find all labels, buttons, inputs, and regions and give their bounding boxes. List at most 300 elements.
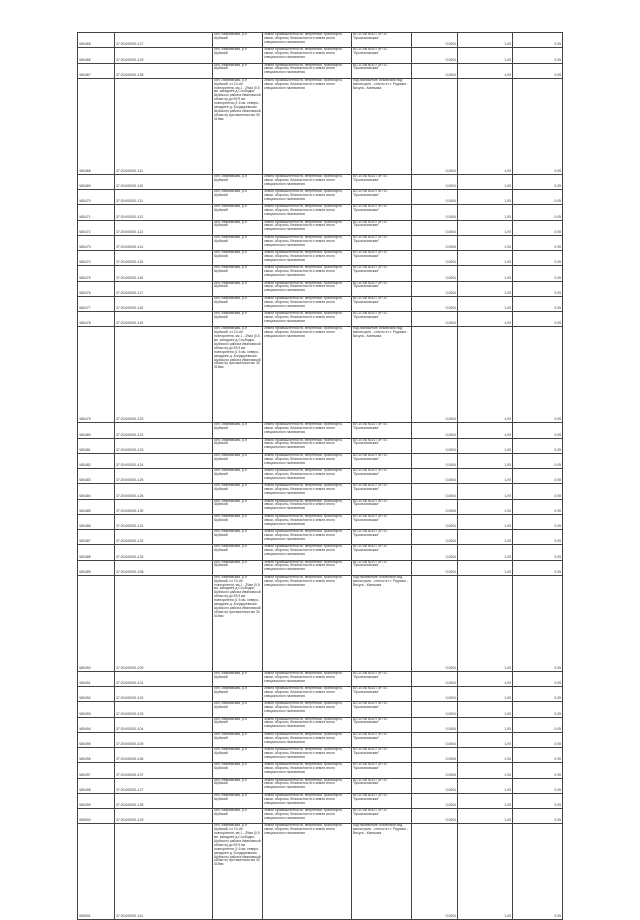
cell-id-text: Ч80493 [79, 711, 91, 716]
cell-id-text: Ч80476 [79, 290, 91, 295]
cell-cad-text: 37:20:000001:129 [116, 818, 144, 823]
cell-cat [263, 190, 352, 205]
cell-loc [213, 235, 263, 250]
cell-cat [263, 205, 352, 220]
cell-cat [263, 251, 352, 266]
cell-cat [263, 545, 352, 560]
cell-loc [213, 438, 263, 453]
cell-v1-text: 0,0004 [445, 275, 456, 280]
cell-v1 [412, 423, 458, 438]
cell-loc-text: обл. Ивановская, р-н Шуйский [214, 219, 247, 228]
cell-cad [115, 687, 213, 702]
cell-cat-text: Земли промышленности, энергетики, транспорта, связи, обороны, безопасности и земли иного специального назначения [264, 529, 343, 541]
cell-v2 [458, 205, 513, 220]
cell-v1-text: 0,0004 [445, 463, 456, 468]
cell-cad-text: 37:20:000001:110 [116, 184, 144, 189]
table-row [78, 778, 563, 793]
cell-note [352, 748, 412, 763]
cell-v1 [412, 281, 458, 296]
cell-v2 [458, 33, 513, 48]
cell-note [352, 174, 412, 189]
cell-cad [115, 327, 213, 423]
cell-v3 [513, 423, 563, 438]
cell-id-text: Ч80492 [79, 696, 91, 701]
cell-note-text: под назначение объектами под магистраль - стекло в г.г. Родники - Вичуга - Кинешма [353, 77, 408, 90]
cell-loc [213, 809, 263, 824]
cell-loc [213, 748, 263, 763]
cell-v2 [458, 296, 513, 311]
cell-note [352, 205, 412, 220]
cell-v1-text: 0,0004 [445, 569, 456, 574]
cell-v1-text: 0,0004 [445, 914, 456, 919]
document-sheet [77, 32, 562, 919]
cell-loc [213, 190, 263, 205]
cell-id [78, 63, 115, 78]
cell-v1 [412, 48, 458, 63]
cell-cad [115, 48, 213, 63]
cell-id [78, 778, 115, 793]
cell-cad-text: 37:20:000001:128 [116, 803, 144, 808]
cell-v2 [458, 251, 513, 266]
cell-id [78, 809, 115, 824]
cell-cat-text: Земли промышленности, энергетики, транспорта, связи, обороны, безопасности и земли иного специального назначения [264, 792, 343, 805]
cell-v1 [412, 33, 458, 48]
cell-cat-text: Земли промышленности, энергетики, транспорта, связи, обороны, безопасности и земли иного специального назначения [264, 437, 343, 450]
cell-cat-text: Земли промышленности, энергетики, транспорта, связи, обороны, безопасности и земли иного специального назначения [264, 173, 343, 186]
cell-v3 [513, 48, 563, 63]
cell-note [352, 687, 412, 702]
cell-v1-text: 0,0004 [445, 478, 456, 483]
cell-v3 [513, 296, 563, 311]
cell-v2 [458, 190, 513, 205]
cell-loc [213, 732, 263, 747]
cell-id-text: Ч80465 [79, 42, 91, 47]
cell-v2 [458, 266, 513, 281]
cell-note-text: ВЛ-10 кВ №107 от ПС "Брызгаловская" [353, 62, 388, 71]
cell-v3-text: 0,05 [554, 524, 561, 529]
cell-id-text: Ч80497 [79, 772, 91, 777]
cell-cat-text: Земли промышленности, энергетики, транспорта, связи, обороны, безопасности и земли иного специального назначения [264, 280, 343, 293]
cell-cat-text: Земли промышленности, энергетики, транспорта, связи, обороны, безопасности и земли иного специального назначения [264, 77, 343, 90]
cell-v3 [513, 575, 563, 671]
cell-v3-text: 0,05 [554, 447, 561, 452]
cell-v1 [412, 560, 458, 575]
cell-cad-text: 37:20:000001:128 [116, 72, 144, 77]
cell-cat-text: Земли промышленности, энергетики, транспорта, связи, обороны, безопасности и земли иного специального назначения [264, 250, 343, 262]
cell-note [352, 717, 412, 732]
cell-v1-text: 0,0004 [445, 726, 456, 731]
cell-loc [213, 717, 263, 732]
cell-v2-text: 1,00 [504, 275, 511, 280]
cell-id-text: Ч80475 [79, 275, 91, 280]
cell-note-text: ВЛ-10 кВ №107 от ПС "Брызгаловская" [353, 731, 388, 740]
cell-loc-text: обл. Ивановская, р-н Шуйский [214, 808, 247, 816]
cell-v3 [513, 453, 563, 468]
cell-v3-text: 0,05 [554, 742, 561, 747]
cell-note-text: ВЛ-10 кВ №107 от ПС "Брызгаловская" [353, 808, 388, 816]
cell-v1 [412, 499, 458, 514]
cell-id [78, 327, 115, 423]
cell-cad [115, 281, 213, 296]
cell-v3 [513, 235, 563, 250]
cell-v3-text: 0,05 [554, 417, 561, 422]
cell-v2 [458, 702, 513, 717]
cell-v3-text: 0,05 [554, 463, 561, 468]
table-row [78, 423, 563, 438]
cell-v1 [412, 778, 458, 793]
cell-v3 [513, 560, 563, 575]
cell-v1 [412, 809, 458, 824]
cell-v2 [458, 824, 513, 920]
cell-note [352, 575, 412, 671]
cell-v3-text: 0,05 [554, 681, 561, 686]
cell-cad [115, 545, 213, 560]
cell-id [78, 687, 115, 702]
table-row [78, 33, 563, 48]
cell-cad-text: 37:20:000001:112 [116, 214, 144, 219]
cell-id-text: Ч80468 [79, 168, 91, 173]
cell-note-text: ВЛ-10 кВ №107 от ПС "Брызгаловская" [353, 280, 388, 289]
cell-v1 [412, 793, 458, 808]
cell-note-text: ВЛ-10 кВ №107 от ПС "Брызгаловская" [353, 544, 388, 553]
cell-note [352, 266, 412, 281]
cell-loc [213, 423, 263, 438]
cell-cat-text: Земли промышленности, энергетики, транспорта, связи, обороны, безопасности и земли иного специального назначения [264, 265, 343, 278]
cell-note [352, 312, 412, 327]
cell-v1-text: 0,0004 [445, 493, 456, 498]
cell-id-text: Ч80474 [79, 260, 91, 265]
cell-v2-text: 1,00 [504, 290, 511, 295]
cell-loc-text: обл. Ивановская, р-н Шуйский [214, 747, 247, 755]
cell-cat-text: Земли промышленности, энергетики, транспорта, связи, обороны, безопасности и земли иного специального назначения [264, 574, 343, 587]
cell-id-text: Ч80491 [79, 681, 91, 686]
cell-loc [213, 469, 263, 484]
cell-loc [213, 220, 263, 235]
cell-v1 [412, 732, 458, 747]
cell-cat [263, 717, 352, 732]
cell-v1-text: 0,0004 [445, 681, 456, 686]
cell-id-text: Ч80499 [79, 803, 91, 808]
cell-cat [263, 469, 352, 484]
cell-v2 [458, 438, 513, 453]
cell-v2 [458, 220, 513, 235]
cell-note-text: ВЛ-10 кВ №107 от ПС "Брызгаловская" [353, 483, 388, 492]
cell-v1-text: 0,0004 [445, 184, 456, 189]
cell-v1 [412, 530, 458, 545]
cell-note [352, 251, 412, 266]
cell-note-text: ВЛ-10 кВ №107 от ПС "Брызгаловская" [353, 437, 388, 446]
cell-v3-text: 0,05 [554, 757, 561, 762]
cell-v1 [412, 266, 458, 281]
cell-v2 [458, 732, 513, 747]
cell-note [352, 702, 412, 717]
cell-cad-text: 37:20:000001:129 [116, 57, 144, 62]
cell-v3 [513, 327, 563, 423]
cell-id [78, 453, 115, 468]
cell-v1 [412, 702, 458, 717]
cell-cad-text: 37:20:000001:133 [116, 554, 144, 559]
cell-note [352, 732, 412, 747]
cell-v1 [412, 327, 458, 423]
table-row [78, 702, 563, 717]
cell-v2 [458, 327, 513, 423]
cell-id-text: Ч80487 [79, 539, 91, 544]
cell-v3-text: 0,05 [554, 184, 561, 189]
cell-note-text: ВЛ-10 кВ №107 от ПС "Брызгаловская" [353, 219, 388, 228]
cell-v3-text: 0,05 [554, 168, 561, 173]
cell-v3 [513, 251, 563, 266]
cell-cad [115, 809, 213, 824]
cell-note [352, 545, 412, 560]
cell-v1 [412, 312, 458, 327]
cell-cat-text: Земли промышленности, энергетики, транспорта, связи, обороны, безопасности и земли иного специального назначения [264, 747, 343, 759]
cell-v1 [412, 251, 458, 266]
table-row [78, 190, 563, 205]
table-row [78, 560, 563, 575]
cell-v1-text: 0,0004 [445, 554, 456, 559]
cell-v1-text: 0,0004 [445, 757, 456, 762]
cell-v3 [513, 732, 563, 747]
cell-cad [115, 312, 213, 327]
cell-v3-text: 0,05 [554, 214, 561, 219]
cell-cad-text: 37:20:000001:107 [116, 772, 144, 777]
cell-cad [115, 748, 213, 763]
cell-note-text: ВЛ-10 кВ №107 от ПС "Брызгаловская" [353, 295, 388, 304]
cell-loc [213, 671, 263, 686]
cell-cat-text: Земли промышленности, энергетики, транспорта, связи, обороны, безопасности и земли иного специального назначения [264, 777, 343, 790]
cell-v3-text: 0,05 [554, 478, 561, 483]
cell-v3-text: 0,05 [554, 57, 561, 62]
cell-loc [213, 205, 263, 220]
cell-note-text: ВЛ-10 кВ №107 от ПС "Брызгаловская" [353, 529, 388, 537]
cell-cad [115, 438, 213, 453]
cell-note-text: ВЛ-10 кВ №107 от ПС "Брызгаловская" [353, 452, 388, 461]
cell-v2 [458, 545, 513, 560]
cell-loc [213, 266, 263, 281]
cell-note-text: под назначение объектами под магистраль - стекло в г.г. Родники - Вичуга - Кинешма [353, 574, 408, 587]
cell-loc-text: обл. Ивановская, р-н Шуйский [214, 62, 247, 71]
cell-v3 [513, 687, 563, 702]
table-row [78, 327, 563, 423]
cell-id-text: Ч80486 [79, 524, 91, 529]
cell-id-text: Ч80485 [79, 508, 91, 513]
cell-cad [115, 266, 213, 281]
cell-loc-text: обл. Ивановская, р-н Шуйский [214, 559, 247, 568]
cell-v3 [513, 702, 563, 717]
cell-cad-text: 37:20:000001:115 [116, 260, 144, 265]
cell-v1-text: 0,0004 [445, 214, 456, 219]
table-row [78, 809, 563, 824]
cell-loc [213, 453, 263, 468]
cell-cat [263, 748, 352, 763]
table-row [78, 78, 563, 174]
cell-note-text: ВЛ-10 кВ №107 от ПС "Брызгаловская" [353, 670, 388, 679]
cell-cat-text: Земли промышленности, энергетики, транспорта, связи, обороны, безопасности и земли иного специального назначения [264, 731, 343, 744]
cell-cat [263, 423, 352, 438]
cell-cad [115, 235, 213, 250]
cell-loc-text: обл. Ивановская, р-н Шуйский [214, 792, 247, 801]
cell-loc-text: обл. Ивановская, р-н Шуйский [214, 483, 247, 492]
cell-note [352, 235, 412, 250]
cell-cad-text: 37:20:000001:102 [116, 696, 144, 701]
cell-id-text: Ч80471 [79, 214, 91, 219]
cell-cad-text: 37:20:000001:116 [116, 275, 144, 280]
cell-note [352, 190, 412, 205]
cell-id-text: Ч80479 [79, 417, 91, 422]
cell-cad-text: 37:20:000001:117 [116, 290, 144, 295]
cell-id [78, 732, 115, 747]
land-plot-table [77, 32, 563, 920]
cell-note-text: ВЛ-10 кВ №107 от ПС "Брызгаловская" [353, 468, 388, 476]
cell-cad [115, 702, 213, 717]
cell-v2-text: 1,00 [504, 696, 511, 701]
cell-cad-text: 37:20:000001:118 [116, 306, 144, 311]
cell-cat [263, 220, 352, 235]
cell-cat-text: Земли промышленности, энергетики, транспорта, связи, обороны, безопасности и земли иного специального назначения [264, 762, 343, 775]
cell-cat-text: Земли промышленности, энергетики, транспорта, связи, обороны, безопасности и земли иного специального назначения [264, 701, 343, 714]
cell-cat [263, 778, 352, 793]
cell-note-text: ВЛ-10 кВ №107 от ПС "Брызгаловская" [353, 762, 388, 771]
cell-note-text: ВЛ-10 кВ №107 от ПС "Брызгаловская" [353, 265, 388, 274]
cell-v1 [412, 235, 458, 250]
cell-v1-text: 0,0004 [445, 432, 456, 437]
cell-v2 [458, 514, 513, 529]
cell-note [352, 423, 412, 438]
cell-v3 [513, 545, 563, 560]
cell-loc-text: обл. Ивановская, р-н Шуйский [214, 47, 247, 56]
cell-v2 [458, 312, 513, 327]
cell-cat [263, 266, 352, 281]
cell-cat [263, 235, 352, 250]
cell-note-text: ВЛ-10 кВ №107 от ПС "Брызгаловская" [353, 792, 388, 801]
cell-id-text: Ч80494 [79, 726, 91, 731]
cell-loc [213, 251, 263, 266]
cell-v2 [458, 453, 513, 468]
cell-note [352, 763, 412, 778]
cell-note [352, 220, 412, 235]
cell-loc [213, 312, 263, 327]
cell-id [78, 469, 115, 484]
cell-v3-text: 0,05 [554, 275, 561, 280]
cell-note-text: ВЛ-10 кВ №107 от ПС "Брызгаловская" [353, 204, 388, 213]
table-row [78, 514, 563, 529]
table-row [78, 48, 563, 63]
cell-cat-text: Земли промышленности, энергетики, транспорта, связи, обороны, безопасности и земли иного специального назначения [264, 452, 343, 465]
cell-v2-text: 1,00 [504, 524, 511, 529]
cell-cat-text: Земли промышленности, энергетики, транспорта, связи, обороны, безопасности и земли иного специального назначения [264, 498, 343, 511]
cell-cad [115, 732, 213, 747]
table-row [78, 484, 563, 499]
cell-id-text: Ч80477 [79, 306, 91, 311]
cell-loc [213, 484, 263, 499]
cell-v1 [412, 438, 458, 453]
cell-loc [213, 763, 263, 778]
cell-cad [115, 296, 213, 311]
cell-v1-text: 0,0004 [445, 665, 456, 670]
cell-id [78, 312, 115, 327]
cell-cat-text: Земли промышленности, энергетики, транспорта, связи, обороны, безопасности и земли иного специального назначения [264, 670, 343, 683]
cell-v3-text: 0,05 [554, 665, 561, 670]
cell-v2-text: 1,00 [504, 493, 511, 498]
cell-v2 [458, 809, 513, 824]
cell-note-text: ВЛ-10 кВ №107 от ПС "Брызгаловская" [353, 234, 388, 243]
cell-v1-text: 0,0004 [445, 711, 456, 716]
cell-v2-text: 1,00 [504, 214, 511, 219]
cell-note [352, 530, 412, 545]
cell-v1 [412, 484, 458, 499]
cell-cat [263, 312, 352, 327]
cell-loc-text: обл. Ивановская, р-н Шуйский [214, 468, 247, 476]
cell-loc-text: обл. Ивановская, р-н Шуйский [214, 777, 247, 786]
cell-note-text: ВЛ-10 кВ №107 от ПС "Брызгаловская" [353, 311, 388, 319]
table-row [78, 793, 563, 808]
cell-note [352, 469, 412, 484]
table-row [78, 220, 563, 235]
cell-loc-text: обл. Ивановская, р-н Шуйский, от 10-ой повторителя, км 1 - 29км (0,5 км. западнее д.Слободки, Шуйского района Ивановской области) до 59,9 км повторителя (1 6 км. северо-западнее д. Болдыревская Шуйского района Ивановской области) протяженностью 30 319км [214, 574, 261, 618]
cell-v1 [412, 687, 458, 702]
cell-cat [263, 575, 352, 671]
table-row [78, 266, 563, 281]
cell-loc [213, 296, 263, 311]
table-row [78, 312, 563, 327]
cell-cad-text: 37:20:000001:124 [116, 463, 144, 468]
cell-note-text: ВЛ-10 кВ №107 от ПС "Брызгаловская" [353, 777, 388, 786]
cell-v1 [412, 748, 458, 763]
cell-note-text: ВЛ-10 кВ №107 от ПС "Брызгаловская" [353, 173, 388, 182]
cell-loc [213, 545, 263, 560]
cell-cat-text: Земли промышленности, энергетики, транспорта, связи, обороны, безопасности и земли иного специального назначения [264, 204, 343, 217]
cell-v3 [513, 530, 563, 545]
table-row [78, 174, 563, 189]
table-row [78, 469, 563, 484]
cell-v1-text: 0,0004 [445, 290, 456, 295]
cell-cat-text: Земли промышленности, энергетики, транспорта, связи, обороны, безопасности и земли иного специального назначения [264, 544, 343, 557]
cell-id [78, 235, 115, 250]
cell-id-text: Ч80470 [79, 199, 91, 204]
cell-cat [263, 453, 352, 468]
cell-note [352, 48, 412, 63]
cell-v3 [513, 809, 563, 824]
cell-loc-text: обл. Ивановская, р-н Шуйский [214, 762, 247, 771]
cell-v3 [513, 190, 563, 205]
cell-loc [213, 78, 263, 174]
cell-note-text: ВЛ-10 кВ №107 от ПС "Брызгаловская" [353, 498, 388, 507]
cell-cat [263, 702, 352, 717]
cell-cat-text: Земли промышленности, энергетики, транспорта, связи, обороны, безопасности и земли иного специального назначения [264, 468, 343, 480]
cell-v2 [458, 63, 513, 78]
cell-v3 [513, 484, 563, 499]
cell-note-text: ВЛ-10 кВ №107 от ПС "Брызгаловская" [353, 47, 388, 56]
cell-id-text: Ч80488 [79, 554, 91, 559]
cell-v2 [458, 469, 513, 484]
cell-cad-text: 37:20:000001:130 [116, 508, 144, 513]
cell-v1-text: 0,0004 [445, 818, 456, 823]
cell-cat-text: Земли промышленности, энергетики, транспорта, связи, обороны, безопасности и земли иного специального назначения [264, 686, 343, 698]
cell-id-text: Ч80469 [79, 184, 91, 189]
cell-v2 [458, 717, 513, 732]
cell-cat-text: Земли промышленности, энергетики, транспорта, связи, обороны, безопасности и земли иного специального назначения [264, 47, 343, 60]
cell-id-text: Ч80480 [79, 432, 91, 437]
cell-loc [213, 530, 263, 545]
cell-id [78, 251, 115, 266]
cell-cat-text: Земли промышленности, энергетики, транспорта, связи, обороны, безопасности и земли иного специального назначения [264, 823, 343, 836]
cell-v2-text: 1,00 [504, 417, 511, 422]
cell-v2-text: 1,00 [504, 447, 511, 452]
cell-cad-text: 37:20:000001:127 [116, 787, 144, 792]
cell-note-text: ВЛ-10 кВ №107 от ПС "Брызгаловская" [353, 686, 388, 694]
table-row [78, 575, 563, 671]
cell-v1-text: 0,0004 [445, 321, 456, 326]
